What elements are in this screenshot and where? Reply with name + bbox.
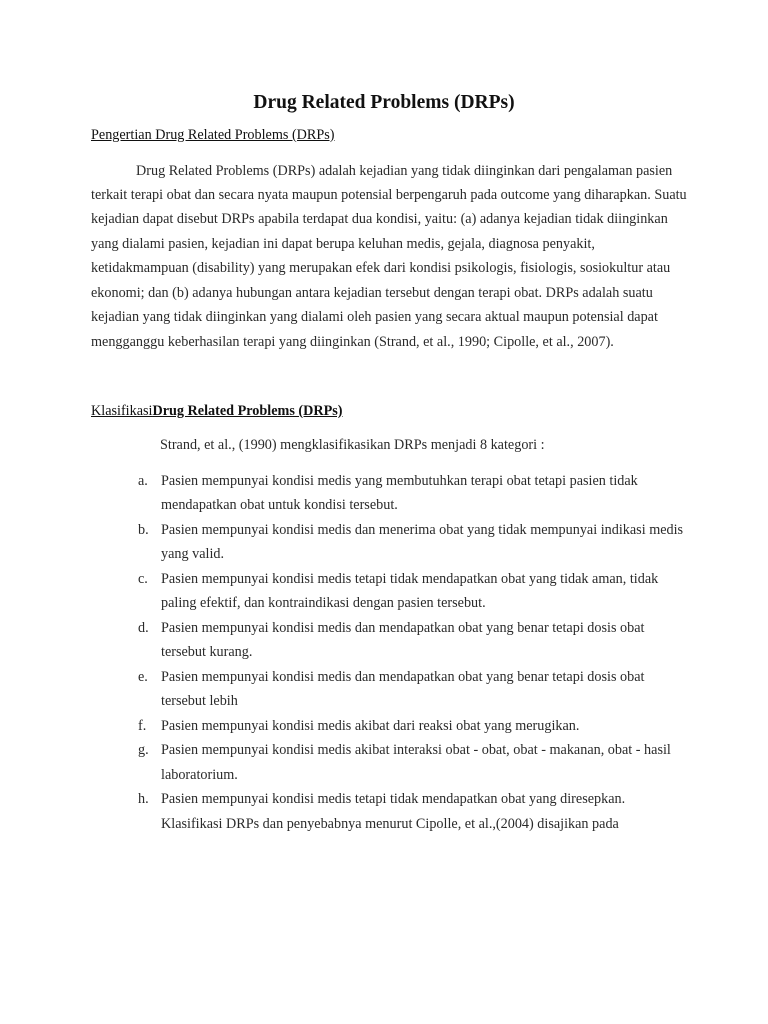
list-item-line: Pasien mempunyai kondisi medis tetapi tidak mendapatkan obat yang diresepkan.: [161, 791, 626, 807]
heading-plain-part: Klasifikasi: [91, 403, 153, 419]
paragraph-line: mengganggu keberhasilan terapi yang diinginkan (Strand, et al., 1990; Cipolle, et al., 2007).: [91, 334, 614, 350]
list-item-line: Pasien mempunyai kondisi medis yang membutuhkan terapi obat tetapi pasien tidak: [161, 473, 638, 489]
list-item-line: tersebut kurang.: [161, 644, 253, 660]
paragraph-line: ekonomi; dan (b) adanya hubungan antara kejadian tersebut dengan terapi obat. DRPs adalah suatu: [91, 285, 653, 301]
list-item-line: laboratorium.: [161, 767, 238, 783]
paragraph-line: kejadian dapat disebut DRPs apabila terdapat dua kondisi, yaitu: (a) adanya kejadian tidak diinginkan: [91, 211, 668, 227]
heading-bold-part: Drug Related Problems (DRPs): [152, 403, 343, 419]
section-heading-pengertian: Pengertian Drug Related Problems (DRPs): [91, 127, 335, 143]
list-item-line: Klasifikasi DRPs dan penyebabnya menurut Cipolle, et al.,(2004) disajikan pada: [161, 816, 619, 832]
list-marker: h.: [138, 791, 149, 807]
list-item-line: yang valid.: [161, 546, 225, 562]
document-title: Drug Related Problems (DRPs): [253, 92, 515, 113]
list-marker: d.: [138, 620, 149, 636]
list-item-line: mendapatkan obat untuk kondisi tersebut.: [161, 497, 398, 513]
paragraph-line: terkait terapi obat dan secara nyata maupun potensial berpengaruh pada outcome yang diharapkan. Suatu: [91, 187, 687, 203]
list-item-line: Pasien mempunyai kondisi medis tetapi tidak mendapatkan obat yang tidak aman, tidak: [161, 571, 659, 587]
list-marker: b.: [138, 522, 149, 538]
section-heading-klasifikasi: [91, 403, 343, 420]
paragraph-line: yang dialami pasien, kejadian ini dapat berupa keluhan medis, gejala, diagnosa penyakit,: [91, 236, 595, 252]
list-marker: c.: [138, 571, 148, 587]
list-item-line: Pasien mempunyai kondisi medis dan mendapatkan obat yang benar tetapi dosis obat: [161, 669, 645, 685]
list-marker: e.: [138, 669, 148, 685]
paragraph-line: Drug Related Problems (DRPs) adalah kejadian yang tidak diinginkan dari pengalaman pasien: [136, 163, 673, 179]
list-item-line: Pasien mempunyai kondisi medis dan menerima obat yang tidak mempunyai indikasi medis: [161, 522, 684, 538]
list-intro: Strand, et al., (1990) mengklasifikasikan DRPs menjadi 8 kategori :: [160, 437, 545, 453]
paragraph-line: ketidakmampuan (disability) yang merupakan efek dari kondisi psikologis, fisiologis, sosiokultur atau: [91, 260, 671, 276]
list-marker: f.: [138, 718, 147, 734]
list-marker: g.: [138, 742, 149, 758]
list-marker: a.: [138, 473, 148, 489]
list-item-line: Pasien mempunyai kondisi medis dan mendapatkan obat yang benar tetapi dosis obat: [161, 620, 645, 636]
list-item-line: Pasien mempunyai kondisi medis akibat interaksi obat - obat, obat - makanan, obat - hasil: [161, 742, 671, 758]
list-item-line: Pasien mempunyai kondisi medis akibat dari reaksi obat yang merugikan.: [161, 718, 580, 734]
paragraph-line: kejadian yang tidak diinginkan yang dialami oleh pasien yang secara aktual maupun potensial dapat: [91, 309, 658, 325]
list-item-line: paling efektif, dan kontraindikasi dengan pasien tersebut.: [161, 595, 486, 611]
list-item-line: tersebut lebih: [161, 693, 238, 709]
